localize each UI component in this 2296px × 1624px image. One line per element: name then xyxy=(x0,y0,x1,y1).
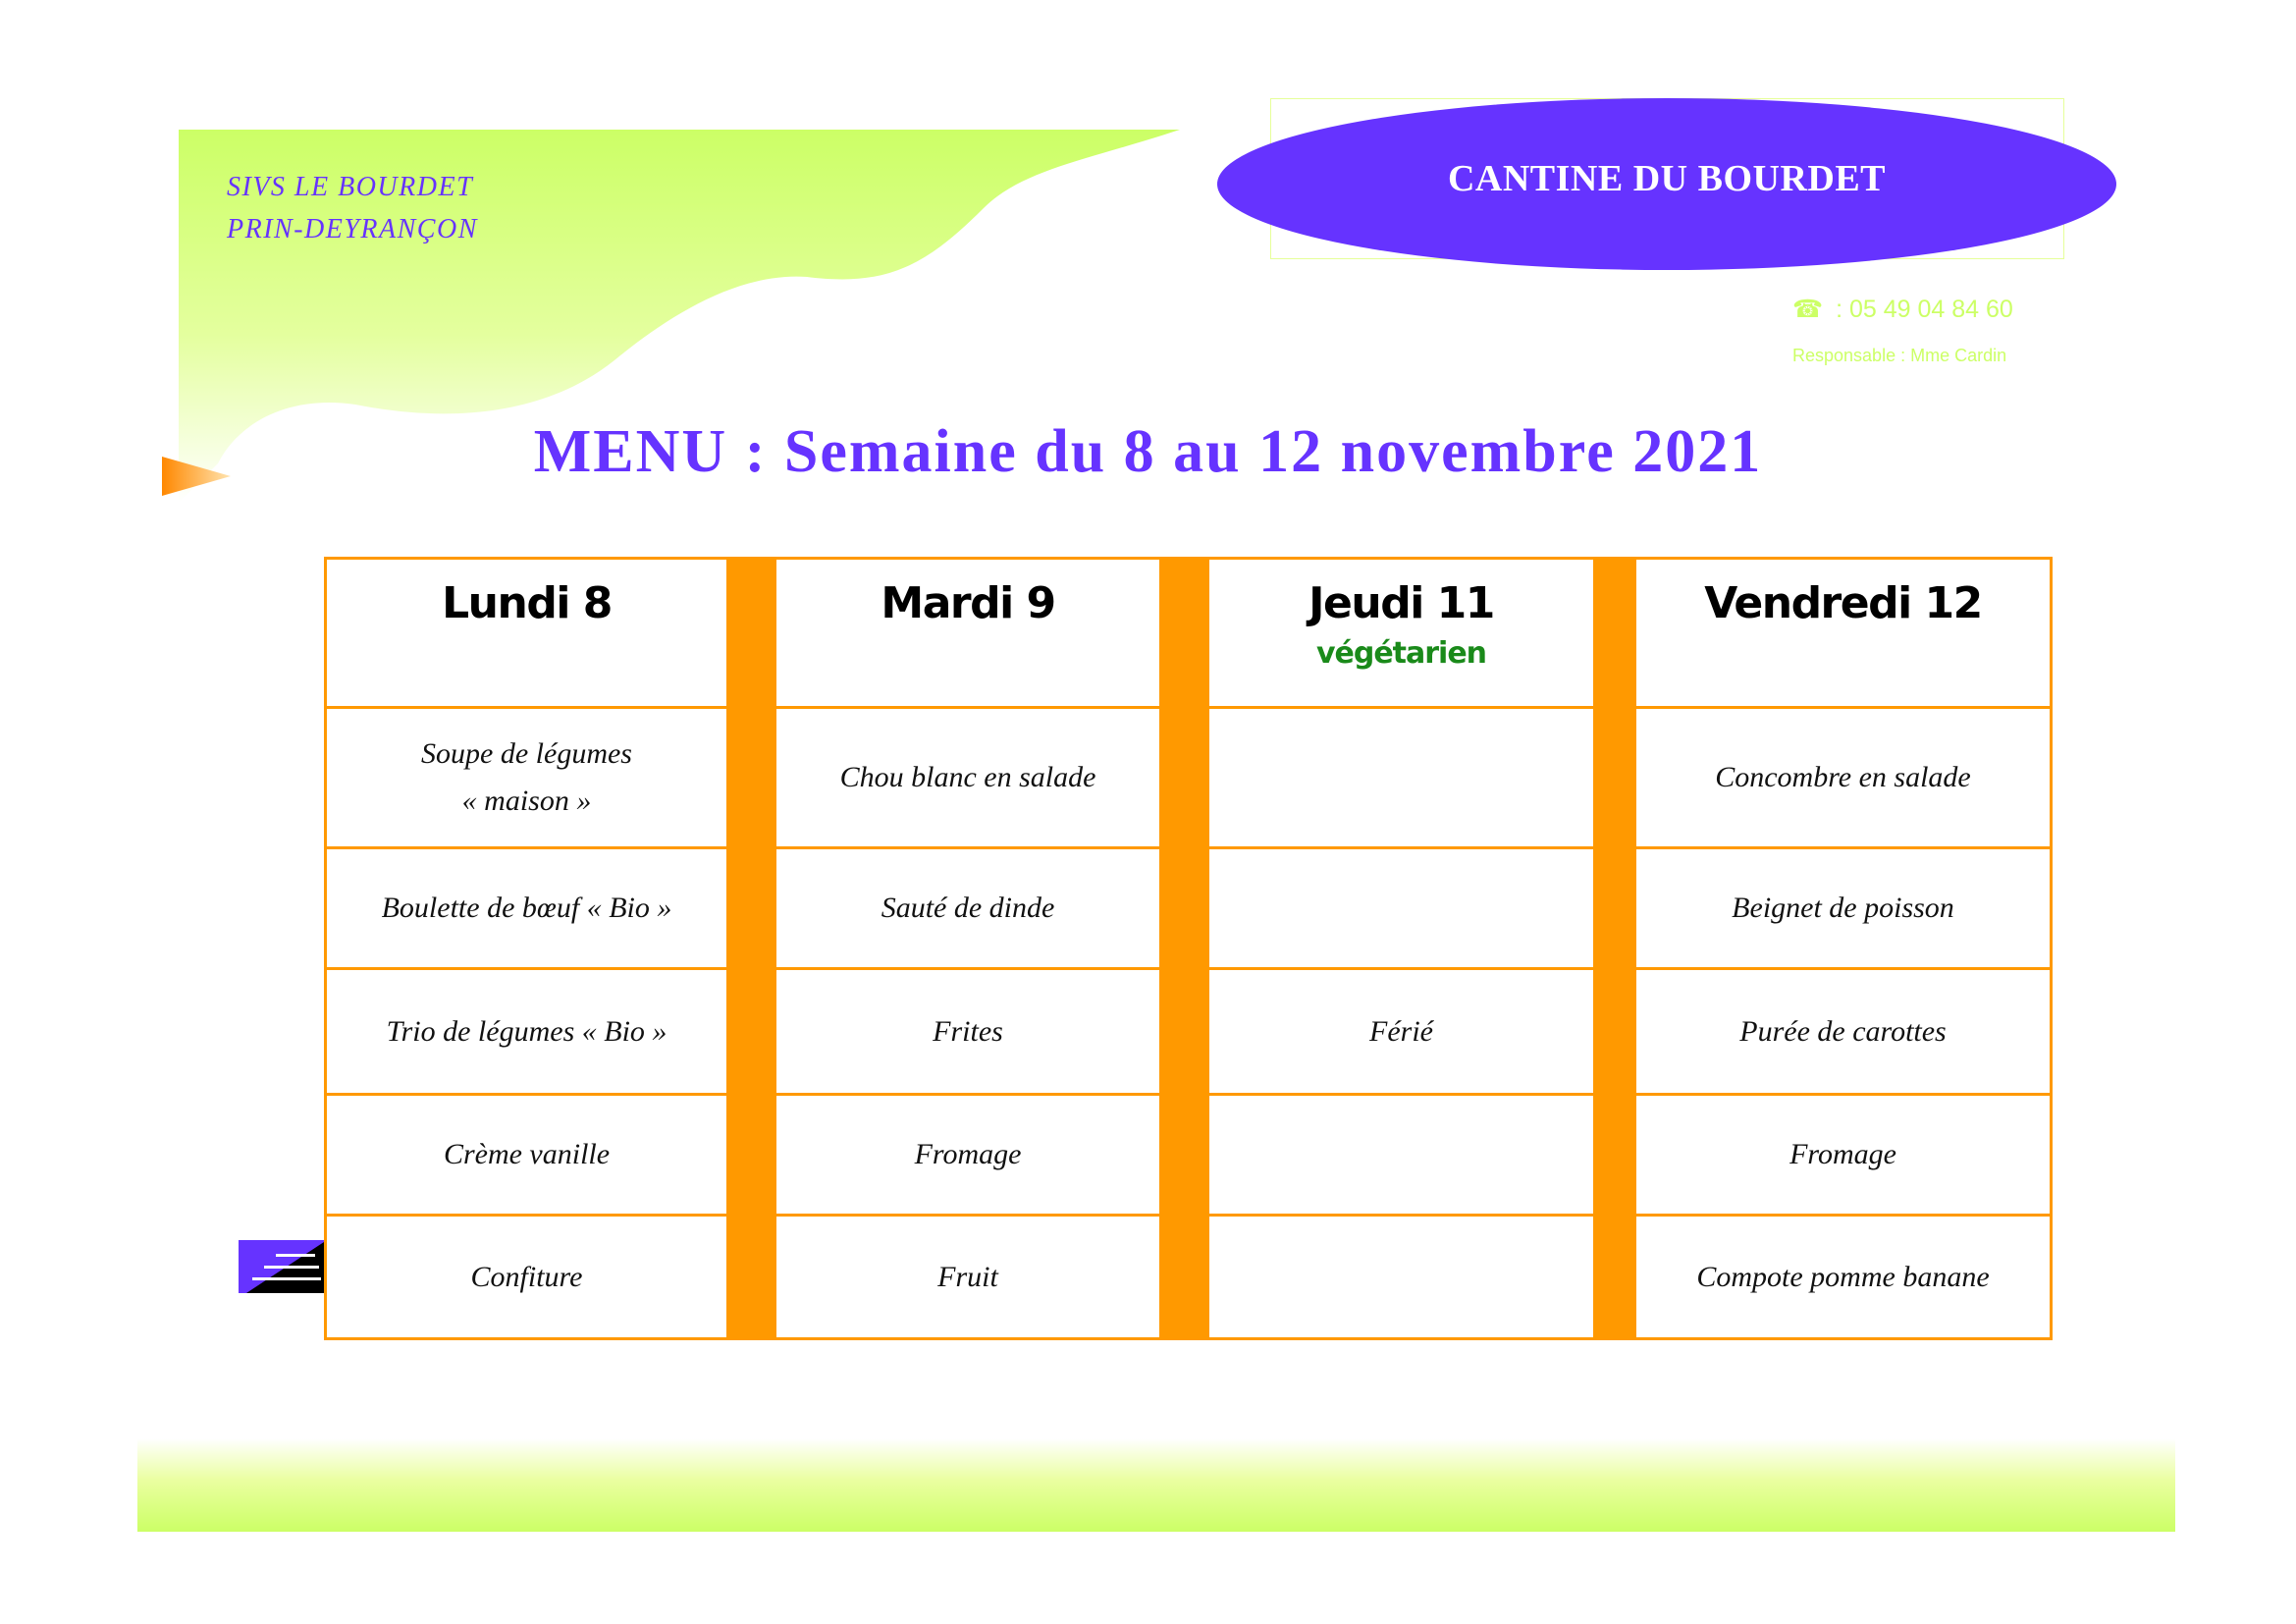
day-name: Mardi 9 xyxy=(881,578,1055,628)
dish-text: Sauté de dinde xyxy=(881,892,1055,924)
dish-text: Crème vanille xyxy=(443,1138,611,1170)
menu-cell xyxy=(1208,708,1595,848)
cantine-title: CANTINE DU BOURDET xyxy=(1447,158,1887,199)
phone-number: : 05 49 04 84 60 xyxy=(1829,296,2013,323)
menu-cell xyxy=(775,708,1161,848)
menu-cell xyxy=(775,848,1161,969)
day-header xyxy=(775,559,1161,708)
organization-name: SIVS LE BOURDET xyxy=(227,172,474,202)
day-name: Lundi 8 xyxy=(442,578,612,628)
menu-cell xyxy=(775,1216,1161,1339)
day-header xyxy=(1208,559,1595,708)
menu-title: MENU : Semaine du 8 au 12 novembre 2021 xyxy=(533,418,1763,485)
dish-text: Concombre en salade xyxy=(1715,761,1971,793)
dish-text: Beignet de poisson xyxy=(1732,892,1954,924)
dish-text: Soupe de légumes « maison » xyxy=(421,737,632,817)
menu-cell xyxy=(1208,1216,1595,1339)
menu-cell xyxy=(775,969,1161,1095)
dish-text: Compote pomme banane xyxy=(1696,1260,1990,1293)
dish-text: Fruit xyxy=(937,1260,998,1293)
day-header xyxy=(326,559,728,708)
day-note: végétarien xyxy=(1315,636,1487,671)
menu-cell xyxy=(326,848,728,969)
menu-cell xyxy=(1208,848,1595,969)
menu-cell xyxy=(326,969,728,1095)
responsible-text: Responsable : Mme Cardin xyxy=(1792,346,2007,365)
menu-cell xyxy=(1635,969,2052,1095)
menu-cell xyxy=(775,1095,1161,1216)
menu-cell xyxy=(1635,1095,2052,1216)
dish-text: Férié xyxy=(1369,1014,1433,1048)
day-name: Vendredi 12 xyxy=(1704,578,1982,628)
dish-text: Fromage xyxy=(914,1138,1022,1170)
dish-text: Frites xyxy=(933,1014,1003,1048)
dish-text: Trio de légumes « Bio » xyxy=(386,1014,667,1048)
bottom-green-band xyxy=(137,1438,2175,1532)
phone-line xyxy=(1792,295,2013,324)
column-separator xyxy=(728,559,775,1339)
menu-cell xyxy=(1635,848,2052,969)
menu-cell xyxy=(326,1095,728,1216)
menu-cell xyxy=(1208,969,1595,1095)
dish-text: Purée de carottes xyxy=(1739,1014,1947,1048)
column-separator xyxy=(1595,559,1635,1339)
dish-text: Boulette de bœuf « Bio » xyxy=(381,892,672,924)
day-name: Jeudi 11 xyxy=(1308,578,1494,628)
pyramid-logo-icon xyxy=(239,1240,327,1293)
organization-town: PRIN-DEYRANÇON xyxy=(227,214,478,244)
day-header xyxy=(1635,559,2052,708)
dish-text: Fromage xyxy=(1789,1138,1896,1170)
menu-cell xyxy=(1635,708,2052,848)
column-separator xyxy=(1161,559,1208,1339)
menu-cell xyxy=(1208,1095,1595,1216)
menu-table xyxy=(324,557,2053,1340)
menu-cell xyxy=(326,1216,728,1339)
menu-cell xyxy=(1635,1216,2052,1339)
menu-cell xyxy=(326,708,728,848)
dish-text: Confiture xyxy=(470,1260,583,1293)
table-header-row xyxy=(326,559,2052,708)
phone-icon: ☎ xyxy=(1792,296,1824,323)
dish-text: Chou blanc en salade xyxy=(839,761,1096,793)
